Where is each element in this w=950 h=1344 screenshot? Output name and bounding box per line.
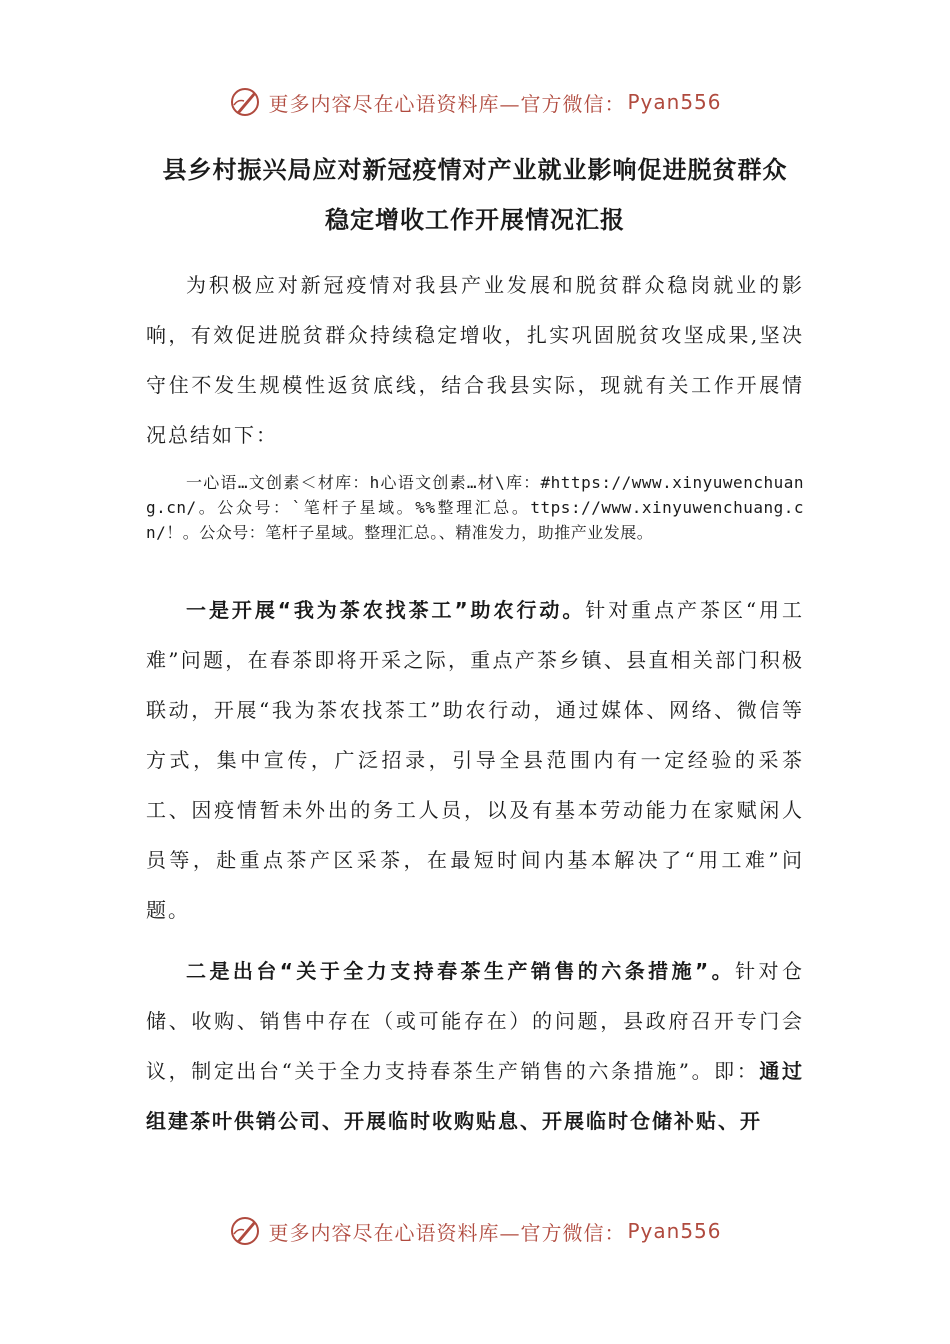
banner-wechat-handle: Pyan556 (627, 1219, 722, 1243)
banner-text: 更多内容尽在心语资料库—官方微信： (268, 1220, 626, 1245)
intro-paragraph: 为积极应对新冠疫情对我县产业发展和脱贫群众稳岗就业的影响，有效促进脱贫群众持续稳定增收，扎实巩固脱贫攻坚成果,坚决守住不发生规模性返贫底线，结合我县实际，现就有关工作开展情况总结如下： (146, 273, 804, 447)
paragraph-one-lead: 一是开展“我为茶农找茶工”助农行动。 (186, 598, 586, 622)
quill-pen-icon (228, 1214, 262, 1248)
paragraph-two-lead: 二是出台“关于全力支持春茶生产销售的六条措施”。 (186, 959, 736, 983)
document-title-line-1: 县乡村振兴局应对新冠疫情对产业就业影响促进脱贫群众 (162, 156, 788, 184)
paragraph-two-body: 针对仓储、收购、销售中存在（或可能存在）的问题，县政府召开专门会议，制定出台“关于全力支持春茶生产销售的六条措施”。即： (146, 959, 804, 1083)
paragraph-two (146, 946, 804, 1146)
paragraph-two-bold-tail: 通过组建茶叶供销公司、开展临时收购贴息、开展临时仓储补贴、开 (146, 1059, 804, 1133)
banner-wechat-handle: Pyan556 (627, 90, 722, 114)
document-title-line-2: 稳定增收工作开展情况汇报 (325, 206, 625, 234)
banner-text: 更多内容尽在心语资料库—官方微信： (268, 91, 626, 116)
header-watermark-banner (0, 82, 950, 122)
watermark-mixed-paragraph: 一心语…文创素＜材库：h心语文创素…材\库：#https://www.xinyuwenchuang.cn/。公众号：`笔杆子星域。%%整理汇总。ttps://www.xinyuwenchuang.cn/！。公众号：笔杆子星域。整理汇总。、精准发力，助推产业发展。 (146, 473, 804, 542)
paragraph-one (146, 585, 804, 935)
footer-watermark-banner (0, 1211, 950, 1251)
quill-pen-icon (228, 85, 262, 119)
paragraph-one-body: 针对重点产茶区“用工难”问题，在春茶即将开采之际，重点产茶乡镇、县直相关部门积极联动，开展“我为茶农找茶工”助农行动，通过媒体、网络、微信等方式，集中宣传，广泛招录，引导全县范围内有一定经验的采茶工、因疫情暂未外出的务工人员，以及有基本劳动能力在家赋闲人员等，赴重点茶产区采茶，在最短时间内基本解决了“用工难”问题。 (146, 598, 804, 922)
